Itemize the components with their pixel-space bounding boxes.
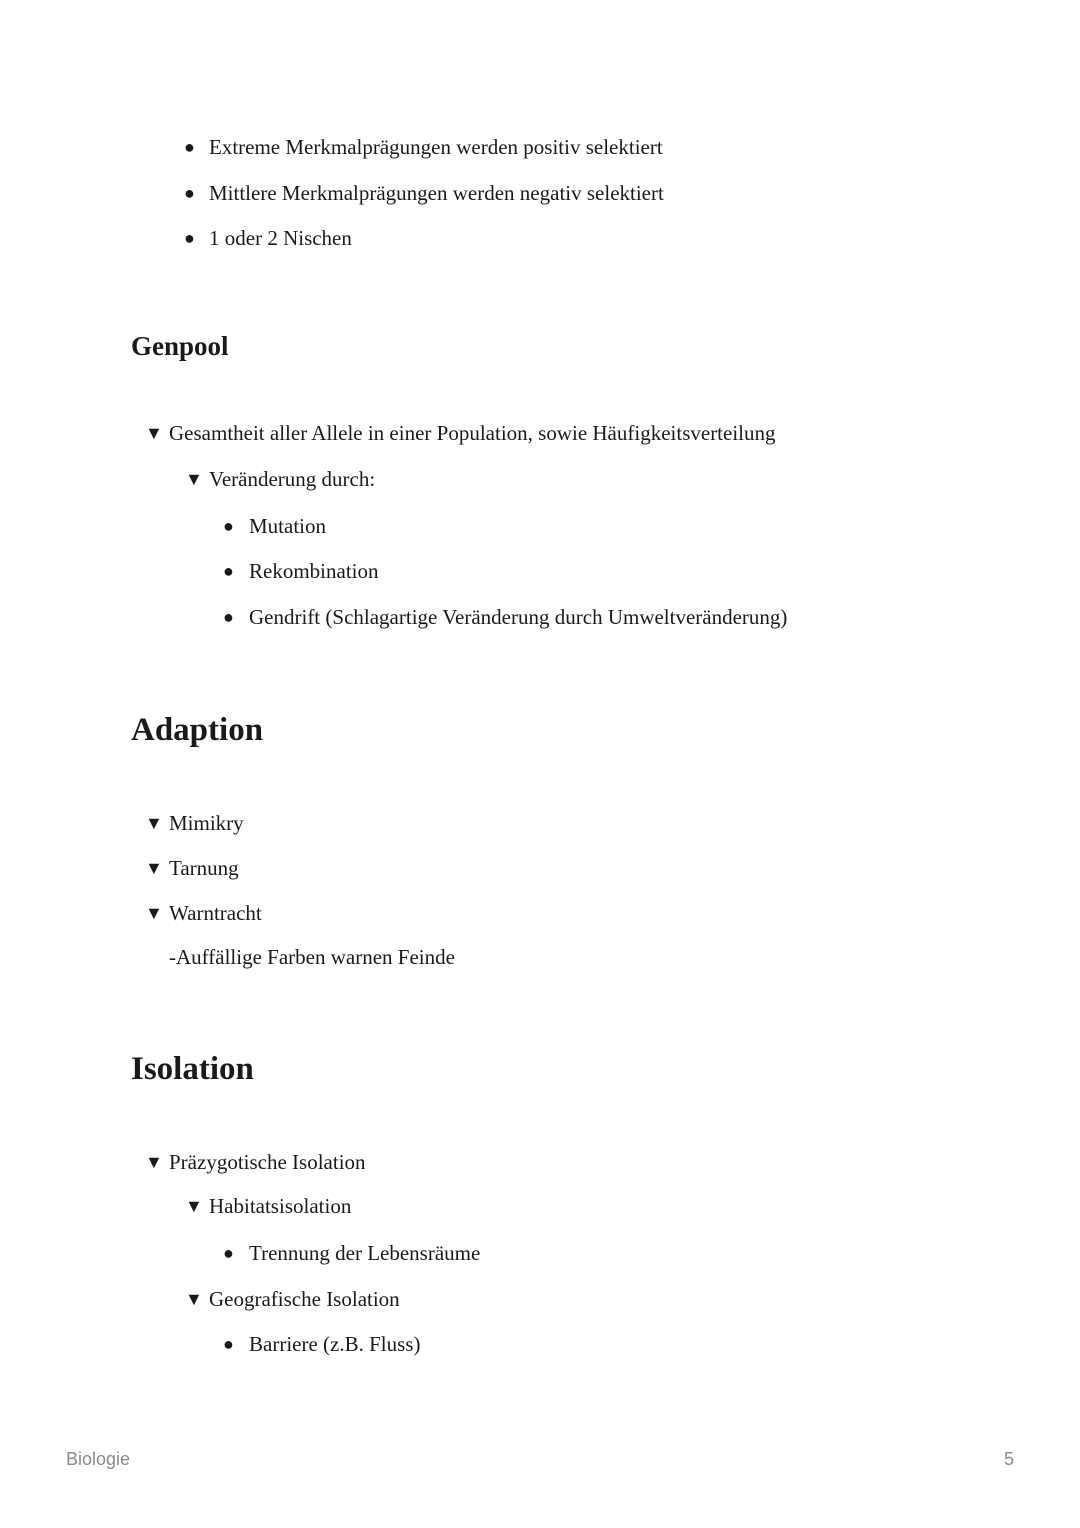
section-heading-isolation: Isolation [131,1051,254,1087]
note-text: -Auffällige Farben warnen Feinde [169,945,455,969]
bullet-icon: ● [184,228,195,248]
toggle-item[interactable]: Habitatsisolation [209,1194,352,1218]
toggle-item[interactable]: Warntracht [169,901,262,925]
bullet-icon: ● [223,561,234,581]
bullet-icon: ● [223,607,234,627]
list-item: Mutation [249,514,326,538]
list-item: Rekombination [249,559,379,583]
triangle-down-icon[interactable]: ▼ [185,1196,203,1216]
footer-subject: Biologie [66,1449,131,1469]
toggle-item[interactable]: Tarnung [169,856,239,880]
toggle-item[interactable]: Gesamtheit aller Allele in einer Population, sowie Häufigkeitsverteilung [169,421,776,445]
page-number: 5 [1004,1449,1015,1469]
bullet-icon: ● [223,516,234,536]
triangle-down-icon[interactable]: ▼ [145,423,163,443]
list-item: Gendrift (Schlagartige Veränderung durch Umweltveränderung) [249,605,788,629]
triangle-down-icon[interactable]: ▼ [145,858,163,878]
list-item: Mittlere Merkmalprägungen werden negativ selektiert [209,181,664,205]
toggle-item[interactable]: Geografische Isolation [209,1287,400,1311]
section-heading-adaption: Adaption [131,712,264,748]
bullet-icon: ● [223,1334,234,1354]
list-item: Trennung der Lebensräume [249,1241,481,1265]
list-item: 1 oder 2 Nischen [209,226,352,250]
section-heading-genpool: Genpool [131,331,229,361]
triangle-down-icon[interactable]: ▼ [145,813,163,833]
toggle-item[interactable]: Präzygotische Isolation [169,1150,366,1174]
bullet-icon: ● [184,183,195,203]
toggle-item[interactable]: Veränderung durch: [209,467,376,491]
triangle-down-icon[interactable]: ▼ [185,469,203,489]
toggle-item[interactable]: Mimikry [169,811,244,835]
bullet-icon: ● [184,137,195,157]
triangle-down-icon[interactable]: ▼ [185,1289,203,1309]
list-item: Extreme Merkmalprägungen werden positiv selektiert [209,135,663,159]
triangle-down-icon[interactable]: ▼ [145,1152,163,1172]
bullet-icon: ● [223,1243,234,1263]
triangle-down-icon[interactable]: ▼ [145,903,163,923]
list-item: Barriere (z.B. Fluss) [249,1332,421,1356]
